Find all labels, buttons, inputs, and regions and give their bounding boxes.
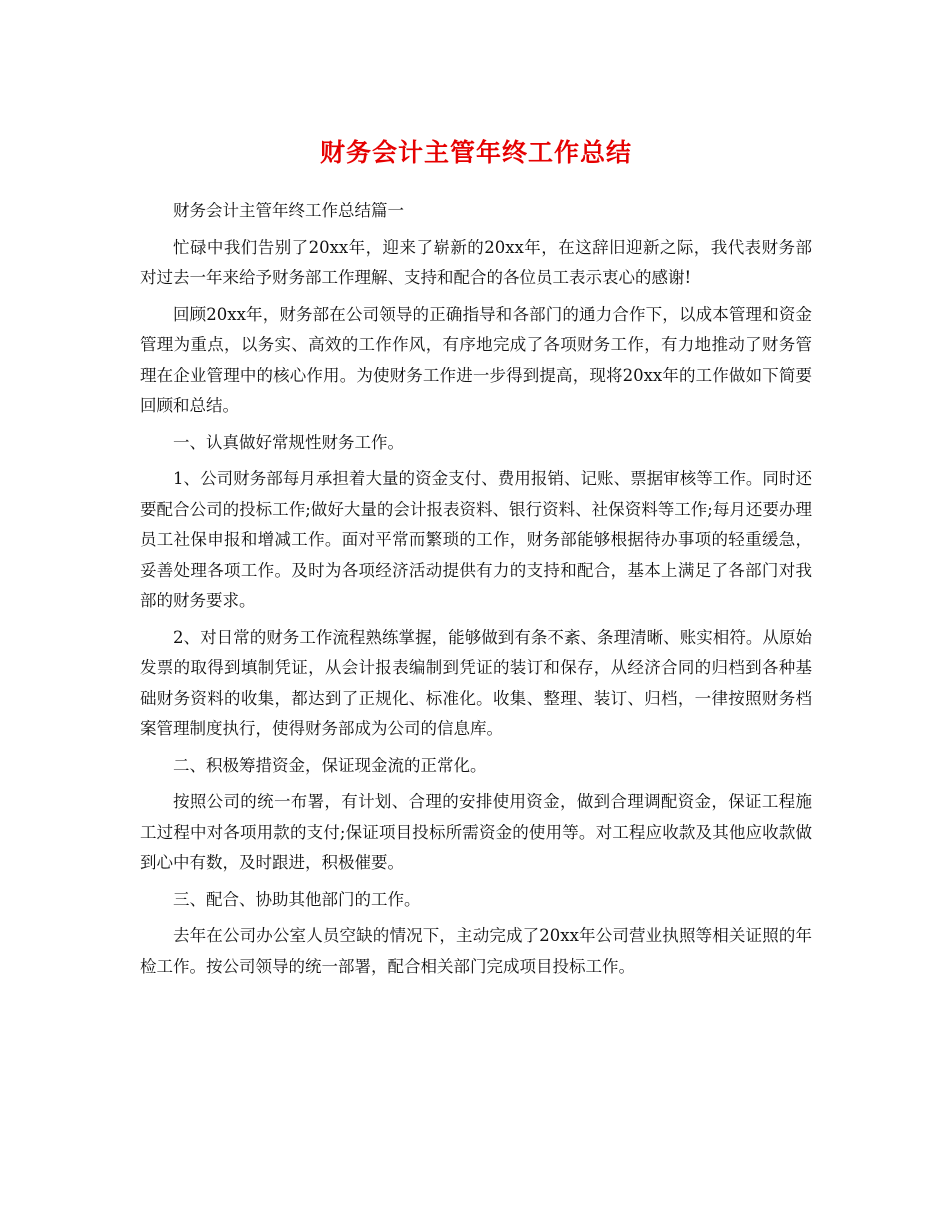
section-heading-2: 二、积极筹措资金，保证现金流的正常化。 [173, 755, 487, 775]
section-heading-3: 三、配合、协助其他部门的工作。 [173, 889, 421, 909]
paragraph-funding: 按照公司的统一布署，有计划、合理的安排使用资金，做到合理调配资金，保证工程施工过程中对各项用款的支付;保证项目投标所需资金的使用等。对工程应收款及其他应收款做到心中有数，及时跟进，积极催要。 [140, 792, 812, 872]
section-heading-part-one: 财务会计主管年终工作总结篇一 [173, 201, 404, 220]
paragraph-item-1: 1、公司财务部每月承担着大量的资金支付、费用报销、记账、票据审核等工作。同时还要配合公司的投标工作;做好大量的会计报表资料、银行资料、社保资料等工作;每月还要办理员工社保申报和增减工作。面对平常而繁琐的工作，财务部能够根据待办事项的轻重缓急，妥善处理各项工作。及时为各项经济活动提供有力的支持和配合，基本上满足了各部门对我部的财务要求。 [140, 469, 812, 610]
paragraph-greeting: 忙碌中我们告别了20xx年，迎来了崭新的20xx年，在这辞旧迎新之际，我代表财务部对过去一年来给予财务部工作理解、支持和配合的各位员工表示衷心的感谢! [140, 237, 812, 287]
paragraph-item-2: 2、对日常的财务工作流程熟练掌握，能够做到有条不紊、条理清晰、账实相符。从原始发票的取得到填制凭证，从会计报表编制到凭证的装订和保存，从经济合同的归档到各种基础财务资料的收集，都达到了正规化、标准化。收集、整理、装订、归档，一律按照财务档案管理制度执行，使得财务部成为公司的信息库。 [140, 627, 812, 738]
document-title: 财务会计主管年终工作总结 [319, 138, 632, 167]
paragraph-cooperation: 去年在公司办公室人员空缺的情况下，主动完成了20xx年公司营业执照等相关证照的年检工作。按公司领导的统一部署，配合相关部门完成项目投标工作。 [140, 926, 812, 976]
paragraph-review: 回顾20xx年，财务部在公司领导的正确指导和各部门的通力合作下，以成本管理和资金管理为重点，以务实、高效的工作作风，有序地完成了各项财务工作，有力地推动了财务管理在企业管理中的核心作用。为使财务工作进一步得到提高，现将20xx年的工作做如下简要回顾和总结。 [140, 304, 812, 415]
document-body [140, 196, 812, 982]
section-heading-1: 一、认真做好常规性财务工作。 [173, 432, 404, 452]
